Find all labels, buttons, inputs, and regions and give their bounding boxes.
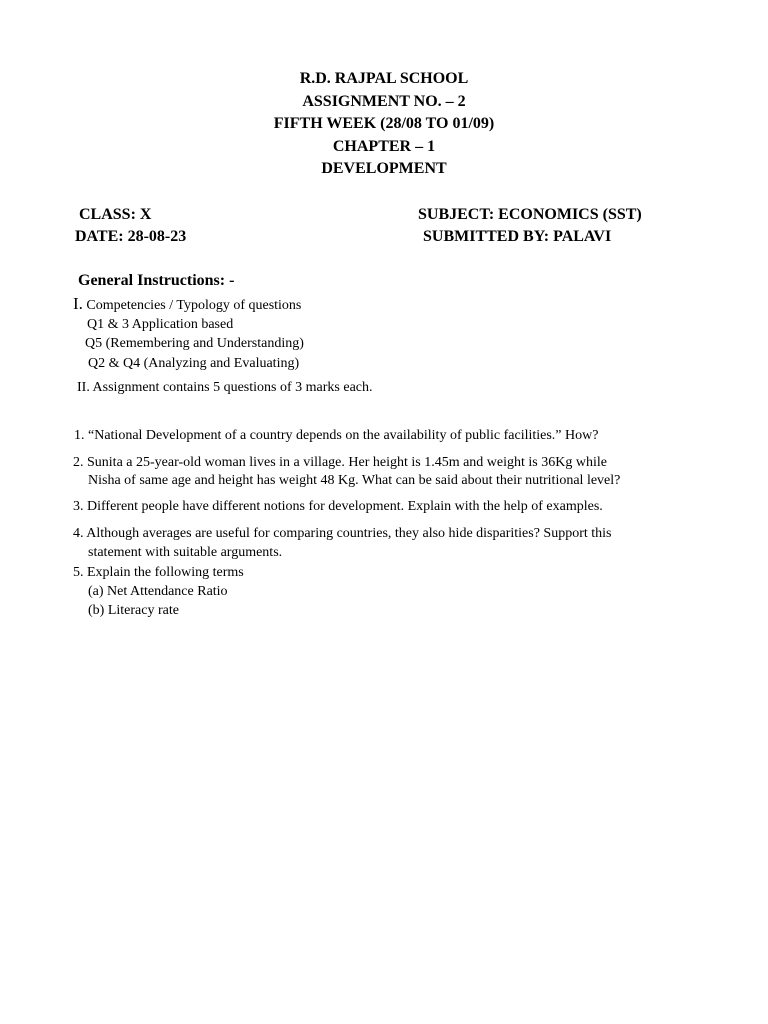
question-1: 1. “National Development of a country depends on the availability of public facilities.” How? bbox=[74, 428, 599, 443]
chapter-topic: DEVELOPMENT bbox=[321, 160, 447, 177]
assignment-number: ASSIGNMENT NO. – 2 bbox=[302, 92, 466, 110]
document-header bbox=[0, 68, 768, 181]
instruction-sub-item: Q5 (Remembering and Understanding) bbox=[85, 336, 304, 351]
school-name: R.D. RAJPAL SCHOOL bbox=[299, 70, 469, 87]
question-5: 5. Explain the following terms bbox=[73, 565, 244, 580]
question-2-line-1: 2. Sunita a 25-year-old woman lives in a village. Her height is 1.45m and weight is 36Kg while bbox=[73, 455, 607, 470]
question-3: 3. Different people have different notions for development. Explain with the help of examples. bbox=[73, 499, 603, 514]
instruction-item-1-text: Competencies / Typology of questions bbox=[86, 298, 302, 313]
subject-label: SUBJECT: ECONOMICS (SST) bbox=[418, 206, 642, 223]
question-4-line-1: 4. Although averages are useful for comparing countries, they also hide disparities? Support this bbox=[73, 526, 612, 541]
question-5-part-a: (a) Net Attendance Ratio bbox=[88, 584, 228, 599]
general-instructions-title: General Instructions: - bbox=[78, 272, 235, 289]
date-label: DATE: 28-08-23 bbox=[75, 228, 187, 245]
instruction-sub-item: Q1 & 3 Application based bbox=[87, 317, 234, 332]
question-4-line-2: statement with suitable arguments. bbox=[88, 545, 283, 560]
question-2-line-2: Nisha of same age and height has weight 48 Kg. What can be said about their nutritional level? bbox=[88, 473, 621, 488]
submitted-by-label: SUBMITTED BY: PALAVI bbox=[423, 228, 612, 245]
instruction-item-2: II. Assignment contains 5 questions of 3 marks each. bbox=[77, 380, 373, 395]
instruction-item-1 bbox=[73, 294, 301, 315]
class-label: CLASS: X bbox=[79, 206, 152, 223]
instruction-sub-item: Q2 & Q4 (Analyzing and Evaluating) bbox=[88, 356, 300, 371]
instruction-numeral: I. bbox=[73, 294, 83, 313]
week-range: FIFTH WEEK (28/08 TO 01/09) bbox=[273, 115, 495, 132]
question-5-part-b: (b) Literacy rate bbox=[88, 603, 179, 618]
chapter-number: CHAPTER – 1 bbox=[332, 137, 436, 155]
